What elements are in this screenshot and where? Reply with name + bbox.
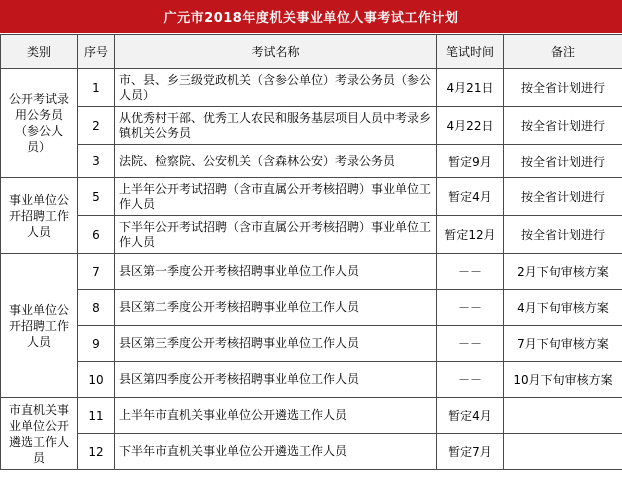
table-header-row xyxy=(1,35,622,69)
time-cell: 4月22日 xyxy=(437,107,504,145)
table-row xyxy=(1,362,622,398)
remark-cell xyxy=(504,434,622,470)
header-exam-name: 考试名称 xyxy=(115,35,437,69)
exam-name-cell: 县区第四季度公开考核招聘事业单位工作人员 xyxy=(115,362,437,398)
seq-cell: 8 xyxy=(78,290,115,326)
seq-cell: 12 xyxy=(78,434,115,470)
seq-cell: 9 xyxy=(78,326,115,362)
time-cell: 暂定4月 xyxy=(437,398,504,434)
table-row xyxy=(1,145,622,178)
remark-cell: 按全省计划进行 xyxy=(504,69,622,107)
remark-cell: 按全省计划进行 xyxy=(504,107,622,145)
category-cell: 公开考试录用公务员（参公人员） xyxy=(1,69,78,178)
category-cell: 市直机关事业单位公开遴选工作人员 xyxy=(1,398,78,470)
remark-cell: 按全省计划进行 xyxy=(504,178,622,216)
remark-cell: 按全省计划进行 xyxy=(504,216,622,254)
table-row xyxy=(1,107,622,145)
remark-cell: 7月下旬审核方案 xyxy=(504,326,622,362)
table-row xyxy=(1,254,622,290)
exam-name-cell: 市、县、乡三级党政机关（含参公单位）考录公务员（参公人员） xyxy=(115,69,437,107)
table-row xyxy=(1,178,622,216)
header-category: 类别 xyxy=(1,35,78,69)
exam-name-cell: 上半年公开考试招聘（含市直属公开考核招聘）事业单位工作人员 xyxy=(115,178,437,216)
seq-cell: 11 xyxy=(78,398,115,434)
exam-name-cell: 法院、检察院、公安机关（含森林公安）考录公务员 xyxy=(115,145,437,178)
table-row xyxy=(1,326,622,362)
remark-cell: 10月下旬审核方案 xyxy=(504,362,622,398)
time-cell: 暂定12月 xyxy=(437,216,504,254)
seq-cell: 6 xyxy=(78,216,115,254)
remark-cell: 按全省计划进行 xyxy=(504,145,622,178)
table-row xyxy=(1,69,622,107)
seq-cell: 2 xyxy=(78,107,115,145)
header-remarks: 备注 xyxy=(504,35,622,69)
exam-name-cell: 县区第三季度公开考核招聘事业单位工作人员 xyxy=(115,326,437,362)
remark-cell: 4月下旬审核方案 xyxy=(504,290,622,326)
time-cell: 暂定4月 xyxy=(437,178,504,216)
time-cell: －－ xyxy=(437,326,504,362)
time-cell: 4月21日 xyxy=(437,69,504,107)
header-seq: 序号 xyxy=(78,35,115,69)
table-row xyxy=(1,290,622,326)
exam-name-cell: 上半年市直机关事业单位公开遴选工作人员 xyxy=(115,398,437,434)
seq-cell: 10 xyxy=(78,362,115,398)
seq-cell: 5 xyxy=(78,178,115,216)
exam-name-cell: 下半年公开考试招聘（含市直属公开考核招聘）事业单位工作人员 xyxy=(115,216,437,254)
time-cell: －－ xyxy=(437,362,504,398)
table-row xyxy=(1,216,622,254)
seq-cell: 7 xyxy=(78,254,115,290)
seq-cell: 3 xyxy=(78,145,115,178)
category-cell: 事业单位公开招聘工作人员 xyxy=(1,178,78,254)
exam-name-cell: 下半年市直机关事业单位公开遴选工作人员 xyxy=(115,434,437,470)
page-title: 广元市2018年度机关事业单位人事考试工作计划 xyxy=(0,0,622,33)
table-row xyxy=(1,434,622,470)
header-written-time: 笔试时间 xyxy=(437,35,504,69)
time-cell: 暂定7月 xyxy=(437,434,504,470)
category-cell: 事业单位公开招聘工作人员 xyxy=(1,254,78,398)
exam-name-cell: 县区第二季度公开考核招聘事业单位工作人员 xyxy=(115,290,437,326)
seq-cell: 1 xyxy=(78,69,115,107)
remark-cell xyxy=(504,398,622,434)
time-cell: －－ xyxy=(437,254,504,290)
time-cell: －－ xyxy=(437,290,504,326)
remark-cell: 2月下旬审核方案 xyxy=(504,254,622,290)
exam-name-cell: 县区第一季度公开考核招聘事业单位工作人员 xyxy=(115,254,437,290)
exam-plan-table xyxy=(0,34,622,470)
time-cell: 暂定9月 xyxy=(437,145,504,178)
exam-name-cell: 从优秀村干部、优秀工人农民和服务基层项目人员中考录乡镇机关公务员 xyxy=(115,107,437,145)
table-row xyxy=(1,398,622,434)
